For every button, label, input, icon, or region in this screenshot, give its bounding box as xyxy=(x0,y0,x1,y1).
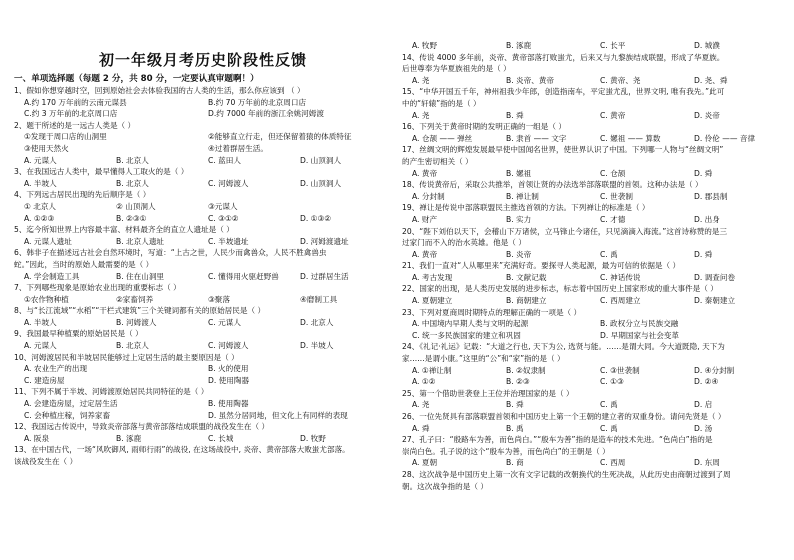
answer-options xyxy=(14,155,392,167)
answer-option[interactable]: B. 禅让制 xyxy=(506,191,539,201)
answer-options xyxy=(14,201,392,213)
answer-options xyxy=(402,457,788,469)
answer-option[interactable] xyxy=(300,201,392,213)
answer-option[interactable]: C. ③①② xyxy=(208,213,239,223)
answer-option[interactable]: B. ②③ xyxy=(506,377,530,387)
answer-option[interactable]: D. 北京人 xyxy=(300,317,334,327)
answer-options xyxy=(402,168,788,180)
answer-option[interactable]: C. 西周建立 xyxy=(600,296,641,306)
answer-option[interactable]: D. 舜 xyxy=(694,168,713,178)
answer-options xyxy=(14,143,392,155)
answer-option[interactable]: D. 秦朝建立 xyxy=(694,296,736,306)
answer-option[interactable]: B. 河姆渡人 xyxy=(116,317,157,327)
answer-option[interactable]: B. 嫘祖 xyxy=(506,168,532,178)
answer-option[interactable]: B. 北京人 xyxy=(116,155,149,165)
answer-option[interactable]: D. 虽然分居同地，但文化上有同样的表现 xyxy=(208,410,348,420)
answer-option[interactable]: A. 黄帝 xyxy=(412,249,438,259)
question-line: 22、国家的出现，是人类历史发展的进步标志，标志着中国历史上国家形成的重大事件是（ ） xyxy=(402,284,718,294)
answer-options xyxy=(14,294,392,306)
answer-option[interactable]: B. 炎帝 xyxy=(506,249,532,259)
answer-option[interactable]: D. 过群居生活 xyxy=(300,271,349,281)
answer-options xyxy=(402,272,788,284)
answer-option[interactable]: C. 长城 xyxy=(208,433,234,443)
answer-option[interactable]: C. 河姆渡人 xyxy=(208,178,249,188)
answer-options xyxy=(402,214,788,226)
answer-option[interactable]: D. ②④ xyxy=(694,377,719,387)
answer-option[interactable]: C. 神话传说 xyxy=(600,272,641,282)
answer-option[interactable]: A. 元谋人遗址 xyxy=(24,236,72,246)
question-line: 15、“中华开国五千年，神州祖我少年郎，创造指南车，平定蚩尤乱，世界文明, 唯有我先。”此可 xyxy=(402,87,725,97)
question-line: 朝。这次战争指的是（ ） xyxy=(402,481,488,491)
answer-option[interactable]: C. ③世袭制 xyxy=(600,365,640,375)
question-line: 16、下列关于黄帝时期的发明正确的一组是（ ） xyxy=(402,122,566,132)
question-line: 23、下列对夏商周时期特点的理解正确的一项是（ ） xyxy=(402,307,582,317)
answer-option[interactable]: D. 调查问卷 xyxy=(694,272,736,282)
answer-options xyxy=(402,423,788,435)
answer-option[interactable]: D. 早期国家与社会变革 xyxy=(600,330,680,340)
question-line: 该战役发生在（ ） xyxy=(14,457,78,466)
question-line: 2、题干所述的是一远古人类是（ ） xyxy=(14,120,136,130)
question-line: 26、一位先贤具有部落联盟首领和中国历史上第一个王朝的建立者的双重身份。请问先贤是（ ） xyxy=(402,412,726,421)
answer-option[interactable]: B. 涿鹿 xyxy=(506,41,532,50)
answer-option[interactable]: A. 财产 xyxy=(412,214,438,224)
right-column xyxy=(402,0,788,492)
answer-option[interactable]: A. 尧 xyxy=(412,75,430,85)
answer-option[interactable]: D. 郡县制 xyxy=(694,191,728,201)
answer-options xyxy=(14,363,392,375)
question-line: 的产生密切相关（ ） xyxy=(402,156,473,166)
answer-option[interactable]: D. ④分封制 xyxy=(694,365,735,375)
answer-option[interactable]: C. 禹 xyxy=(600,249,618,259)
answer-options xyxy=(14,97,392,109)
question-line: 1、假如你想穿越时空，回到原始社会去体验我国的古人类的生活，那么你应该到 （ ） xyxy=(14,86,305,95)
answer-option[interactable]: C. 嫘祖 —— 算数 xyxy=(600,133,661,143)
answer-option[interactable]: C. ①③ xyxy=(600,377,624,387)
answer-option[interactable]: C. 黄帝 xyxy=(600,110,626,120)
answer-option[interactable]: B. 北京人 xyxy=(116,178,149,188)
answer-option[interactable]: A. 阪泉 xyxy=(24,433,50,443)
answer-option[interactable]: D. 汤 xyxy=(694,423,713,433)
answer-option[interactable]: C. 元谋人 xyxy=(208,317,241,327)
answer-option[interactable]: B. 舜 xyxy=(506,110,524,120)
answer-option[interactable]: ② 山顶洞人 xyxy=(116,201,156,211)
answer-option[interactable]: ③使用天然火 xyxy=(24,143,69,153)
answer-option[interactable]: C. 禹 xyxy=(600,423,618,433)
question-line: 4、下列远古居民出现的先后顺序是（ ） xyxy=(14,190,151,200)
answer-option[interactable]: D. 炎帝 xyxy=(694,110,720,120)
answer-option[interactable]: A. 尧 xyxy=(412,110,430,120)
answer-option[interactable]: D. 出身 xyxy=(694,214,720,224)
answer-option[interactable]: D. 半坡人 xyxy=(300,341,334,351)
section-heading: 一、单项选择题（每题 2 分，共 80 分，一定要认真审题啊！） xyxy=(14,74,259,84)
answer-option[interactable]: B. ②奴隶制 xyxy=(506,365,546,375)
answer-option[interactable]: B. 使用陶器 xyxy=(208,399,249,409)
answer-option[interactable]: D. 东周 xyxy=(694,458,720,468)
answer-option[interactable]: B. 涿鹿 xyxy=(116,433,142,443)
answer-option[interactable]: A. 半坡人 xyxy=(24,317,57,327)
answer-option[interactable]: ①发现于周口店的山洞里 xyxy=(24,132,107,142)
answer-options xyxy=(14,375,392,387)
answer-options xyxy=(402,75,788,87)
question-line: 25、第一个借助世袭登上王位并治理国家的是（ ） xyxy=(402,388,574,398)
answer-option[interactable]: D. 伶伦 —— 音律 xyxy=(694,133,756,143)
answer-options xyxy=(14,317,392,329)
answer-options xyxy=(402,110,788,122)
answer-option[interactable]: D. 舜 xyxy=(694,249,713,259)
question-line: 13、在中国古代，一场“风吹御风, 雨师行雨”的战役, 在这场战役中, 炎帝、黄帝部落大败蚩尤部落。 xyxy=(14,445,350,455)
answer-option[interactable]: D.约 7000 年前的浙江余姚河姆渡 xyxy=(208,109,324,119)
answer-option[interactable]: D. 牧野 xyxy=(300,433,326,443)
answer-option[interactable]: C. 长平 xyxy=(600,41,626,50)
answer-option[interactable]: B. 北京人 xyxy=(116,341,149,351)
answer-option[interactable]: A. 考古发现 xyxy=(412,272,453,282)
answer-option[interactable]: C. 西周 xyxy=(600,458,626,468)
answer-option[interactable]: B. 住在山洞里 xyxy=(116,271,165,281)
question-line: 8、与“长江流域”“水稻”“干栏式建筑”三个关键词都有关的原始居民是（ ） xyxy=(14,306,266,316)
answer-options xyxy=(402,365,788,377)
question-line: 3、在我国远古人类中，最早懂得人工取火的是（ ） xyxy=(14,167,189,177)
answer-option[interactable]: A. 舜 xyxy=(412,423,430,433)
answer-options xyxy=(402,191,788,203)
answer-option[interactable]: C. 半坡遗址 xyxy=(208,236,249,246)
answer-option[interactable]: B. ②③① xyxy=(116,213,147,223)
question-line: 中的“轩辕”指的是（ ） xyxy=(402,98,481,108)
answer-option[interactable]: A. 农业生产的出现 xyxy=(24,364,88,374)
answer-option[interactable]: A. 学会制造工具 xyxy=(24,271,80,281)
question-line: 14、传说 4000 多年前，炎帝、黄帝部落打败蚩尤，后来又与九黎族结成联盟，形成了华夏族。 xyxy=(402,52,725,62)
question-line: 崇尚白色。孔子说的这个“殷车为善，而色尚白”的王朝是（ ） xyxy=(402,446,610,456)
answer-option[interactable]: A. 中国境内早期人类与文明的起源 xyxy=(412,319,529,329)
answer-option[interactable]: B.约 70 万年前的北京周口店 xyxy=(208,97,307,107)
answer-option[interactable]: ④磨制工具 xyxy=(300,294,338,304)
answer-options xyxy=(14,410,392,422)
answer-option[interactable]: B. 隶首 —— 文字 xyxy=(506,133,567,143)
question-line: 7、下列哪些现象是原始农业出现的重要标志（ ） xyxy=(14,283,181,293)
answer-option[interactable]: C. 蓝田人 xyxy=(208,155,241,165)
answer-option[interactable]: C. 统一多民族国家的建立和巩固 xyxy=(412,330,521,340)
question-line: 19、禅让是传说中部落联盟民主推选首领的方法。下列禅让的标准是（ ） xyxy=(402,203,650,213)
answer-option[interactable]: C. 建造房屋 xyxy=(24,375,65,385)
answer-option[interactable]: ① 北京人 xyxy=(24,201,57,211)
answer-option[interactable]: C. 仓颉 xyxy=(600,168,626,178)
answer-option[interactable]: ④过着群居生活。 xyxy=(208,143,268,153)
answer-option[interactable]: B. 文献记载 xyxy=(506,272,547,282)
answer-option[interactable]: ②家畜饲养 xyxy=(116,294,154,304)
answer-options xyxy=(402,399,788,411)
left-column xyxy=(14,0,392,468)
answer-option[interactable]: A.约 170 万年前的云南元谋县 xyxy=(24,97,127,107)
answer-options xyxy=(14,213,392,225)
answer-option[interactable]: ③元谋人 xyxy=(208,201,238,211)
answer-options xyxy=(402,330,788,342)
question-line: 27、孔子曰：“殷路车为善，而色尚白。”“殷车为善”指的是造车的技术先进。“色尚白”指的是 xyxy=(402,435,713,445)
answer-option[interactable]: C. 才德 xyxy=(600,214,626,224)
answer-options xyxy=(14,433,392,445)
answer-option[interactable]: B. 政权分立与民族交融 xyxy=(600,319,679,329)
answer-option[interactable]: B. 火的使用 xyxy=(208,364,249,374)
question-line: 10、河姆渡居民和半坡居民能够过上定居生活的最主要原因是（ ） xyxy=(14,352,239,362)
answer-option[interactable]: A. 尧 xyxy=(412,400,430,410)
answer-option[interactable]: A. 元谋人 xyxy=(24,341,57,351)
answer-options xyxy=(402,249,788,261)
question-line: 蛇。”因此，当时的原始人最需要的是（ ） xyxy=(14,259,154,269)
answer-option[interactable]: A. ①禅让制 xyxy=(412,365,452,375)
answer-option[interactable]: A. 元谋人 xyxy=(24,155,57,165)
question-line: 18、传说黄帝后，采取公共推举，首领让贤的办法选举部落联盟的首领。这种办法是（ ） xyxy=(402,180,703,190)
answer-option[interactable]: A. ①② xyxy=(412,377,436,387)
answer-option[interactable]: C.约 3 万年前的北京周口店 xyxy=(24,109,118,119)
answer-options xyxy=(14,271,392,283)
answer-option[interactable]: ②能够直立行走，但还保留着猿的体质特征 xyxy=(208,132,352,142)
answer-option[interactable]: D. 山顶洞人 xyxy=(300,178,342,188)
question-line: 21、我们一直对“人从哪里来”充满好奇。要探寻人类起源，最为可信的依据是（ ） xyxy=(402,261,681,271)
answer-options xyxy=(14,131,392,143)
answer-options xyxy=(14,108,392,120)
answer-options xyxy=(402,318,788,330)
question-line: 17、丝绸文明的辉煌发展最早使中国闻名世界，使世界认识了中国。下列哪一人物与“丝绸文明” xyxy=(402,145,724,155)
answer-option[interactable]: A. 分封制 xyxy=(412,191,445,201)
answer-option[interactable]: B. 北京人遗址 xyxy=(116,236,165,246)
answer-options xyxy=(14,178,392,190)
question-line: 28、这次战争是中国历史上第一次有文字记载的改朝换代的生死决战，从此历史由商朝过渡到了周 xyxy=(402,469,731,479)
answer-option[interactable]: A. 仓颉 —— 弹丝 xyxy=(412,133,473,143)
answer-option[interactable]: C. 黄帝、尧 xyxy=(600,75,641,85)
answer-option[interactable]: D. 山顶洞人 xyxy=(300,155,342,165)
answer-options xyxy=(14,236,392,248)
answer-option[interactable]: B. 舜 xyxy=(506,400,524,410)
answer-option[interactable]: A. 黄帝 xyxy=(412,168,438,178)
answer-option[interactable]: D. 城濮 xyxy=(694,41,720,50)
answer-option[interactable]: D. 使用陶器 xyxy=(208,375,250,385)
answer-options xyxy=(402,376,788,388)
question-line: 20、“陛下刘伯以天下，会稽山下万诸侯，立马锋止今诸任，只见滴滴入海流。”这首诗称赞的是三 xyxy=(402,226,728,236)
answer-option[interactable]: A. 牧野 xyxy=(412,41,438,50)
answer-options xyxy=(402,133,788,145)
answer-option[interactable]: D. ①③② xyxy=(300,213,332,223)
question-line: 后世尊奉为华夏族祖先的是（ ） xyxy=(402,64,511,74)
answer-options xyxy=(402,40,788,52)
question-line: 过家门而不入的治水英雄。他是（ ） xyxy=(402,238,526,248)
answer-option[interactable]: D. 尧、舜 xyxy=(694,75,728,85)
page-title: 初一年级月考历史阶段性反馈 xyxy=(98,51,307,69)
answer-option[interactable]: A. 半坡人 xyxy=(24,178,57,188)
answer-option[interactable]: A. 夏朝 xyxy=(412,458,438,468)
question-line: 6、韩非子在描述远古社会自然环境时，写道：“上古之世，人民少而禽兽众，人民不胜禽兽虫 xyxy=(14,248,327,258)
answer-option[interactable]: C. 懂得用火驱赶野兽 xyxy=(208,271,279,281)
answer-option[interactable]: C. 禹 xyxy=(600,400,618,410)
answer-option[interactable]: C. 世袭制 xyxy=(600,191,633,201)
answer-option[interactable]: B. 商 xyxy=(506,458,524,468)
answer-option[interactable]: A. 夏朝建立 xyxy=(412,296,453,306)
answer-option[interactable]: D. 河姆渡遗址 xyxy=(300,236,349,246)
answer-options xyxy=(402,295,788,307)
question-line: 24、《礼记·礼运》记载：“大道之行也, 天下为公, 选贤与能。……是谓大同。今大道既隐, 天下为 xyxy=(402,342,725,352)
answer-option[interactable]: B. 商朝建立 xyxy=(506,296,547,306)
question-line: 家……是谓小康。”这里的“公”和“家”指的是（ ） xyxy=(402,354,565,364)
answer-option[interactable]: ③聚落 xyxy=(208,294,230,304)
answer-option[interactable]: A. ①②③ xyxy=(24,213,55,223)
answer-option[interactable]: B. 实力 xyxy=(506,214,532,224)
answer-options xyxy=(14,340,392,352)
question-line: 11、下列不属于半坡、河姆渡原始居民共同特征的是（ ） xyxy=(14,387,209,397)
answer-option[interactable]: B. 禹 xyxy=(506,423,524,433)
answer-option[interactable]: C. 会种植庄稼，饲养家畜 xyxy=(24,410,111,420)
question-line: 9、我国最早种植粟的原始居民是（ ） xyxy=(14,329,143,339)
question-line: 5、迄今所知世界上内容最丰富、材料最齐全的直立人遗址是（ ） xyxy=(14,225,234,235)
question-line: 12、我国远古传说中，导致炎帝部落与黄帝部落结成联盟的战役发生在（ ） xyxy=(14,422,270,432)
answer-options xyxy=(14,398,392,410)
answer-option[interactable]: C. 河姆渡人 xyxy=(208,341,249,351)
answer-option[interactable]: ①农作物种植 xyxy=(24,294,69,304)
answer-option[interactable]: B. 炎帝、黄帝 xyxy=(506,75,555,85)
answer-option[interactable]: A. 会建造房屋，过定居生活 xyxy=(24,399,118,409)
answer-option[interactable]: D. 启 xyxy=(694,400,713,410)
